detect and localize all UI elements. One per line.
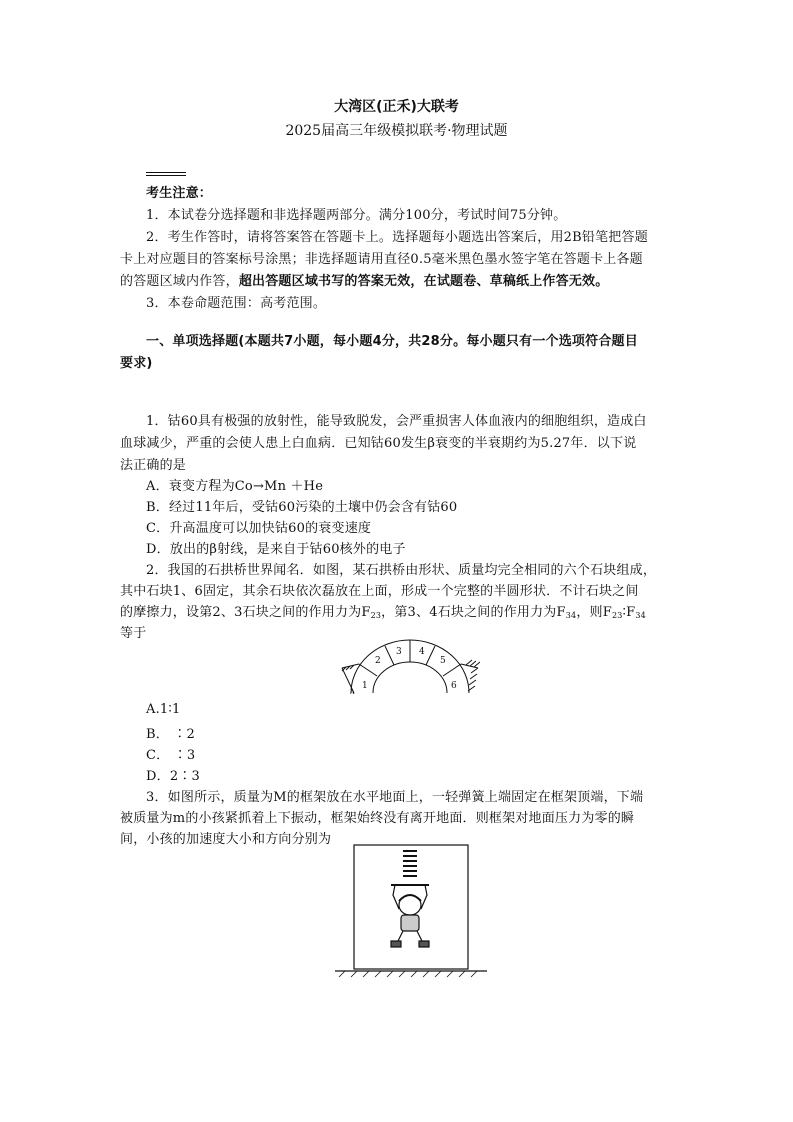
notice-item-3: 3．本卷命题范围：高考范围。 <box>146 296 327 311</box>
q1-stem-line-3: 法正确的是 <box>120 458 187 473</box>
child-right-arm <box>421 885 427 909</box>
joint-4-5 <box>426 646 435 665</box>
left-support <box>342 664 359 668</box>
frame <box>354 845 468 969</box>
notice-item-2-plain: 的答题区域内作答， <box>120 274 239 289</box>
q1-stem-line-1: 1．钴60具有极强的放射性，能导致脱发，会严重损害人体血液内的细胞组织，造成白 <box>146 414 647 429</box>
q2-stem-text-d: ∶F <box>622 605 636 620</box>
block-label-1: 1 <box>362 681 368 691</box>
q2-option-d: D．2∶3 <box>146 769 200 784</box>
block-label-3: 3 <box>396 647 402 657</box>
block-label-6: 6 <box>451 681 457 691</box>
exam-subtitle: 2025届高三年级模拟联考·物理试题 <box>285 123 508 139</box>
notice-item-2-line-2: 卡上对应题目的答案标号涂黑；非选择题请用直径0.5毫米黑色墨水签字笔在答题卡上各题 <box>120 252 643 267</box>
exam-title: 大湾区(正禾)大联考 <box>334 99 459 115</box>
block-label-5: 5 <box>440 656 446 666</box>
notice-item-2-line-3 <box>120 270 608 289</box>
q1-option-b: B．经过11年后，受钴60污染的土壤中仍会含有钴60 <box>146 500 458 515</box>
block-label-2: 2 <box>375 656 381 666</box>
notice-rule-top <box>146 172 186 173</box>
q1-option-a: A．衰变方程为Co→Mn ＋He <box>146 479 324 494</box>
q3-stem-line-1: 3．如图所示，质量为M的框架放在水平地面上，一轻弹簧上端固定在框架顶端，下端 <box>146 790 644 805</box>
q2-stem-text-a: 的摩擦力，设第2、3石块之间的作用力为F <box>120 605 371 620</box>
q2-sub-f34-ratio: 34 <box>635 611 646 620</box>
q2-stem-line-3 <box>120 601 646 620</box>
frame-spring-child-figure <box>333 843 489 978</box>
notice-heading: 考生注意： <box>146 186 213 201</box>
q2-stem-text-c: ，则F <box>576 605 612 620</box>
arch-inner <box>373 662 447 693</box>
q2-option-a: A.1∶1 <box>146 702 181 717</box>
q2-stem-text-b: ，第3、4石块之间的作用力为F <box>381 605 566 620</box>
notice-rule-bottom <box>146 175 186 176</box>
q1-stem-line-2: 血球减少，严重的会使人患上白血病．已知钴60发生β衰变的半衰期约为5.27年．以下说 <box>120 436 637 451</box>
joint-2-3 <box>385 646 394 665</box>
section-heading-line-2: 要求) <box>120 356 153 371</box>
q2-stem-line-2: 其中石块1、6固定，其余石块依次磊放在上面，形成一个完整的半圆形状．不计石块之间 <box>120 584 639 599</box>
q3-stem-line-2: 被质量为m的小孩紧抓着上下振动，框架始终没有离开地面．则框架对地面压力为零的瞬 <box>120 811 635 826</box>
notice-item-1: 1．本试卷分选择题和非选择题两部分。满分100分，考试时间75分钟。 <box>146 208 567 223</box>
notice-item-2-bold: 超出答题区域书写的答案无效，在试题卷、草稿纸上作答无效。 <box>238 274 609 289</box>
q2-sub-f34: 34 <box>565 611 577 620</box>
q2-stem-line-4: 等于 <box>120 626 147 641</box>
q2-stem-line-1: 2．我国的石拱桥世界闻名．如图，某石拱桥由形状、质量均完全相同的六个石块组成， <box>146 563 657 578</box>
q1-option-c: C．升高温度可以加快钴60的衰变速度 <box>146 521 372 536</box>
arch-bridge-figure <box>340 633 480 695</box>
q2-sub-f23: 23 <box>370 611 382 620</box>
block-label-4: 4 <box>419 647 425 657</box>
q2-sub-f23-ratio: 23 <box>611 611 623 620</box>
q1-option-d: D．放出的β射线，是来自于钴60核外的电子 <box>146 542 406 557</box>
child-body <box>401 915 419 931</box>
q2-option-c: C． ∶3 <box>146 748 196 763</box>
ground-label: A <box>350 689 355 695</box>
q2-option-b: B． ∶2 <box>146 727 195 742</box>
section-heading-line-1: 一、单项选择题(本题共7小题，每小题4分，共28分。每小题只有一个选项符合题目 <box>146 334 638 349</box>
notice-item-2-line-1: 2．考生作答时，请将答案答在答题卡上。选择题每小题选出答案后，用2B铅笔把答题 <box>146 230 648 245</box>
spring <box>403 851 417 876</box>
child-left-arm <box>393 885 399 909</box>
q3-stem-line-3: 间，小孩的加速度大小和方向分别为 <box>120 832 332 847</box>
